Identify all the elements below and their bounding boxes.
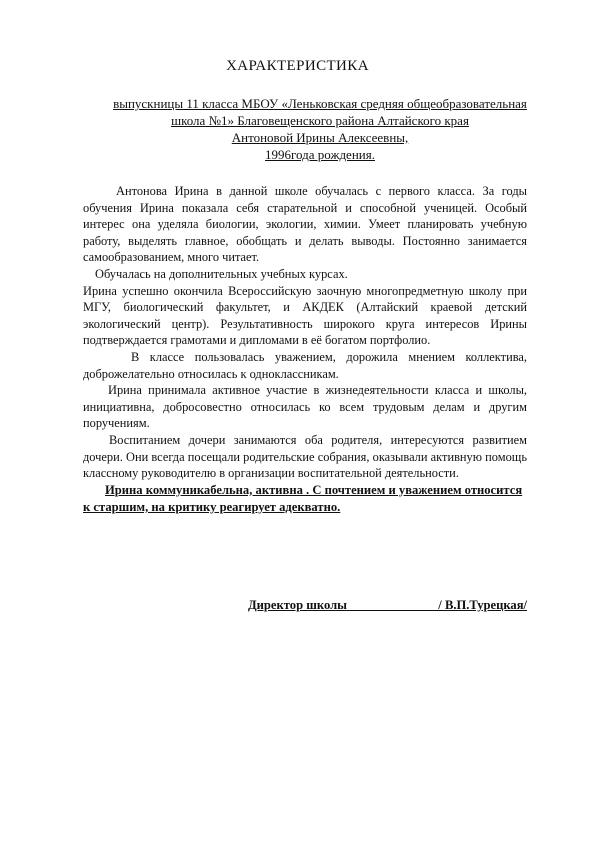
- paragraph-participation: Ирина принимала активное участие в жизнедеятельности класса и школы, инициативна, добросовестно относилась ко всем трудовым делам и другим поручениям.: [83, 383, 527, 431]
- document-header: [70, 95, 570, 163]
- paragraph-class-respect: В классе пользовалась уважением, дорожила мнением коллектива, доброжелательно относилась к одноклассникам.: [83, 349, 527, 381]
- document-title: ХАРАКТЕРИСТИКА: [226, 58, 369, 74]
- paragraph-parents: Воспитанием дочери занимаются оба родителя, интересуются развитием дочери. Они всегда посещали родительские собрания, оказывали активную помощь классному руководителю в организации воспитательной деятельности.: [83, 432, 527, 481]
- paragraph-courses: Обучалась на дополнительных учебных курсах.: [95, 266, 348, 281]
- paragraph-achievements: Ирина успешно окончила Всероссийскую заочную многопредметную школу при МГУ, биологический факультет, и АКДЕК (Алтайский краевой детский экологический центр). Результативность широкого круга интересов Ирины подтверждается грамотами и дипломами в её богатом портфолио.: [83, 283, 527, 348]
- header-line-birth-year: 1996года рождения.: [265, 147, 375, 162]
- header-line-school: выпускницы 11 класса МБОУ «Леньковская средняя общеобразовательная: [113, 96, 527, 111]
- header-line-student-name: Антоновой Ирины Алексеевны,: [231, 130, 409, 145]
- paragraph-closing: Ирина коммуникабельна, активна . С почтением и уважением относится к старшим, на критику реагирует адекватно.: [83, 482, 523, 514]
- director-signature-line: Директор школы ______________/ В.П.Турецкая/: [248, 598, 528, 612]
- paragraph-studies: Антонова Ирина в данной школе обучалась с первого класса. За годы обучения Ирина показала себя старательной и способной ученицей. Особый интерес она уделяла биологии, экологии, химии. Умеет планировать учебную работу, выделять главное, обобщать и делать выводы. Постоянно занимается самообразованием, много читает.: [83, 184, 527, 265]
- document-body: [83, 183, 527, 516]
- header-line-district: школа №1» Благовещенского района Алтайского края: [171, 113, 469, 128]
